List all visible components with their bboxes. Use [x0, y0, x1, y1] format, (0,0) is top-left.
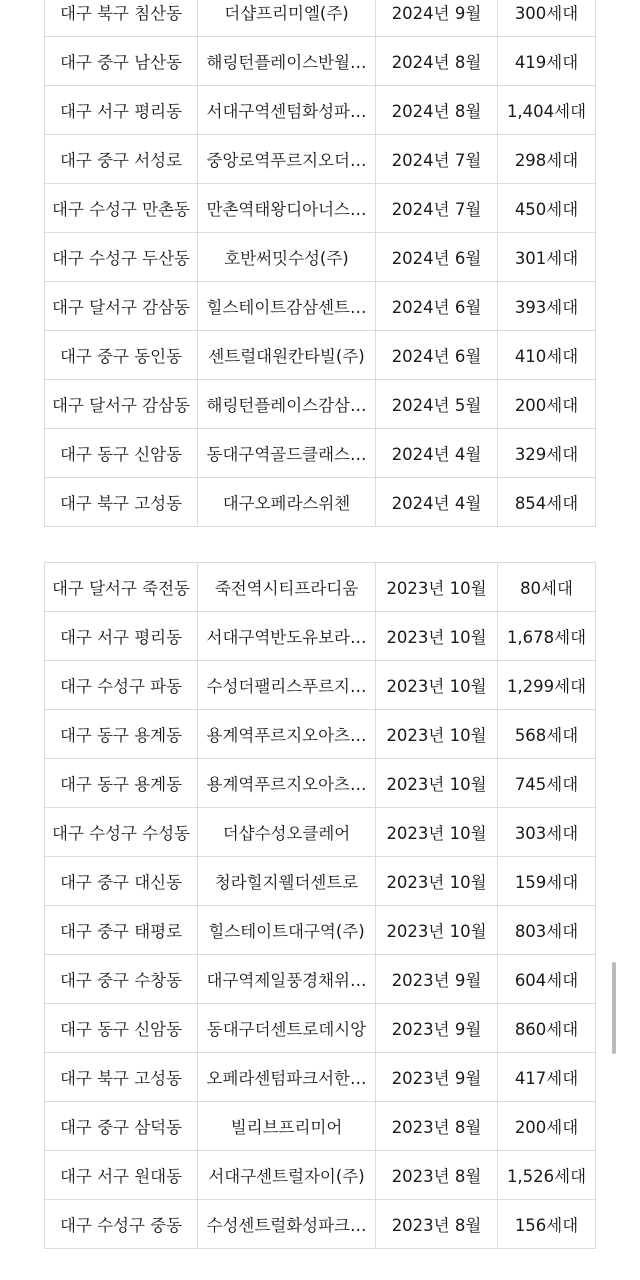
cell-household-count: 803세대	[498, 906, 596, 955]
cell-move-in-date: 2024년 5월	[376, 380, 498, 429]
cell-location: 대구 달서구 감삼동	[45, 380, 198, 429]
cell-household-count: 419세대	[498, 37, 596, 86]
cell-complex-name: 용계역푸르지오아츠…	[198, 710, 376, 759]
cell-move-in-date: 2023년 10월	[376, 710, 498, 759]
cell-move-in-date: 2023년 9월	[376, 1053, 498, 1102]
table-row	[45, 429, 596, 478]
cell-complex-name: 수성센트럴화성파크…	[198, 1200, 376, 1249]
cell-complex-name: 서대구역반도유보라…	[198, 612, 376, 661]
cell-move-in-date: 2023년 8월	[376, 1102, 498, 1151]
cell-move-in-date: 2024년 6월	[376, 331, 498, 380]
cell-household-count: 303세대	[498, 808, 596, 857]
table-row	[45, 1053, 596, 1102]
cell-move-in-date: 2023년 9월	[376, 955, 498, 1004]
table-row	[45, 282, 596, 331]
table-row	[45, 478, 596, 527]
cell-complex-name: 해링턴플레이스반월…	[198, 37, 376, 86]
cell-complex-name: 힐스테이트감삼센트…	[198, 282, 376, 331]
cell-location: 대구 중구 서성로	[45, 135, 198, 184]
table-row	[45, 563, 596, 612]
cell-household-count: 300세대	[498, 0, 596, 37]
table-row	[45, 1200, 596, 1249]
cell-household-count: 393세대	[498, 282, 596, 331]
cell-location: 대구 북구 고성동	[45, 1053, 198, 1102]
table-row	[45, 184, 596, 233]
table-row	[45, 1004, 596, 1053]
cell-location: 대구 수성구 두산동	[45, 233, 198, 282]
table-row	[45, 710, 596, 759]
cell-complex-name: 서대구센트럴자이(주)	[198, 1151, 376, 1200]
cell-location: 대구 동구 용계동	[45, 710, 198, 759]
table-row	[45, 86, 596, 135]
move-in-table-2023	[44, 562, 596, 1249]
cell-move-in-date: 2023년 10월	[376, 906, 498, 955]
cell-location: 대구 동구 용계동	[45, 759, 198, 808]
cell-household-count: 450세대	[498, 184, 596, 233]
table-row	[45, 661, 596, 710]
cell-complex-name: 용계역푸르지오아츠…	[198, 759, 376, 808]
cell-complex-name: 청라힐지웰더센트로	[198, 857, 376, 906]
cell-move-in-date: 2023년 10월	[376, 612, 498, 661]
table-row	[45, 233, 596, 282]
cell-move-in-date: 2023년 10월	[376, 857, 498, 906]
cell-move-in-date: 2023년 10월	[376, 808, 498, 857]
cell-location: 대구 북구 침산동	[45, 0, 198, 37]
table-row	[45, 135, 596, 184]
cell-location: 대구 달서구 감삼동	[45, 282, 198, 331]
cell-household-count: 417세대	[498, 1053, 596, 1102]
cell-complex-name: 빌리브프리미어	[198, 1102, 376, 1151]
cell-location: 대구 수성구 파동	[45, 661, 198, 710]
cell-household-count: 1,299세대	[498, 661, 596, 710]
cell-household-count: 298세대	[498, 135, 596, 184]
table-2023-body	[45, 563, 596, 1249]
cell-complex-name: 오페라센텀파크서한…	[198, 1053, 376, 1102]
table-row	[45, 906, 596, 955]
cell-household-count: 854세대	[498, 478, 596, 527]
cell-complex-name: 힐스테이트대구역(주)	[198, 906, 376, 955]
cell-move-in-date: 2023년 8월	[376, 1200, 498, 1249]
cell-move-in-date: 2024년 7월	[376, 135, 498, 184]
cell-household-count: 159세대	[498, 857, 596, 906]
table-row	[45, 808, 596, 857]
cell-complex-name: 만촌역태왕디아너스…	[198, 184, 376, 233]
cell-move-in-date: 2024년 8월	[376, 86, 498, 135]
cell-household-count: 604세대	[498, 955, 596, 1004]
cell-move-in-date: 2023년 10월	[376, 661, 498, 710]
cell-location: 대구 중구 남산동	[45, 37, 198, 86]
cell-complex-name: 더샵프리미엘(주)	[198, 0, 376, 37]
cell-move-in-date: 2024년 6월	[376, 282, 498, 331]
table-row	[45, 0, 596, 37]
table-row	[45, 1151, 596, 1200]
cell-move-in-date: 2024년 7월	[376, 184, 498, 233]
cell-household-count: 1,678세대	[498, 612, 596, 661]
cell-location: 대구 서구 평리동	[45, 612, 198, 661]
cell-complex-name: 센트럴대원칸타빌(주)	[198, 331, 376, 380]
table-row	[45, 1102, 596, 1151]
cell-complex-name: 동대구더센트로데시앙	[198, 1004, 376, 1053]
cell-location: 대구 달서구 죽전동	[45, 563, 198, 612]
cell-location: 대구 서구 원대동	[45, 1151, 198, 1200]
table-row	[45, 37, 596, 86]
table-row	[45, 955, 596, 1004]
cell-complex-name: 호반써밋수성(주)	[198, 233, 376, 282]
cell-complex-name: 죽전역시티프라디움	[198, 563, 376, 612]
cell-household-count: 1,404세대	[498, 86, 596, 135]
cell-household-count: 200세대	[498, 380, 596, 429]
cell-location: 대구 동구 신암동	[45, 429, 198, 478]
table-2024-body	[45, 0, 596, 527]
cell-move-in-date: 2024년 4월	[376, 429, 498, 478]
cell-move-in-date: 2024년 4월	[376, 478, 498, 527]
section-gap	[0, 536, 640, 562]
cell-move-in-date: 2023년 10월	[376, 563, 498, 612]
cell-location: 대구 수성구 만촌동	[45, 184, 198, 233]
table-row	[45, 612, 596, 661]
cell-household-count: 1,526세대	[498, 1151, 596, 1200]
cell-household-count: 329세대	[498, 429, 596, 478]
cell-move-in-date: 2024년 8월	[376, 37, 498, 86]
cell-location: 대구 서구 평리동	[45, 86, 198, 135]
cell-location: 대구 중구 수창동	[45, 955, 198, 1004]
cell-move-in-date: 2023년 10월	[376, 759, 498, 808]
move-in-table-2024	[44, 0, 596, 527]
cell-household-count: 200세대	[498, 1102, 596, 1151]
table-row	[45, 759, 596, 808]
cell-location: 대구 중구 태평로	[45, 906, 198, 955]
cell-move-in-date: 2023년 9월	[376, 1004, 498, 1053]
cell-location: 대구 동구 신암동	[45, 1004, 198, 1053]
table-row	[45, 857, 596, 906]
scrollbar-thumb[interactable]	[612, 962, 616, 1054]
cell-move-in-date: 2024년 6월	[376, 233, 498, 282]
cell-household-count: 745세대	[498, 759, 596, 808]
cell-complex-name: 서대구역센텀화성파…	[198, 86, 376, 135]
cell-move-in-date: 2023년 8월	[376, 1151, 498, 1200]
cell-household-count: 860세대	[498, 1004, 596, 1053]
cell-complex-name: 중앙로역푸르지오더…	[198, 135, 376, 184]
table-row	[45, 331, 596, 380]
cell-location: 대구 중구 삼덕동	[45, 1102, 198, 1151]
cell-household-count: 410세대	[498, 331, 596, 380]
cell-household-count: 156세대	[498, 1200, 596, 1249]
cell-complex-name: 동대구역골드클래스…	[198, 429, 376, 478]
cell-move-in-date: 2024년 9월	[376, 0, 498, 37]
cell-complex-name: 해링턴플레이스감삼…	[198, 380, 376, 429]
cell-household-count: 301세대	[498, 233, 596, 282]
cell-complex-name: 대구오페라스위첸	[198, 478, 376, 527]
cell-location: 대구 수성구 중동	[45, 1200, 198, 1249]
cell-location: 대구 북구 고성동	[45, 478, 198, 527]
table-row	[45, 380, 596, 429]
cell-household-count: 80세대	[498, 563, 596, 612]
cell-household-count: 568세대	[498, 710, 596, 759]
cell-complex-name: 수성더팰리스푸르지…	[198, 661, 376, 710]
cell-location: 대구 중구 대신동	[45, 857, 198, 906]
cell-location: 대구 수성구 수성동	[45, 808, 198, 857]
cell-complex-name: 대구역제일풍경채위…	[198, 955, 376, 1004]
cell-complex-name: 더샵수성오클레어	[198, 808, 376, 857]
cell-location: 대구 중구 동인동	[45, 331, 198, 380]
